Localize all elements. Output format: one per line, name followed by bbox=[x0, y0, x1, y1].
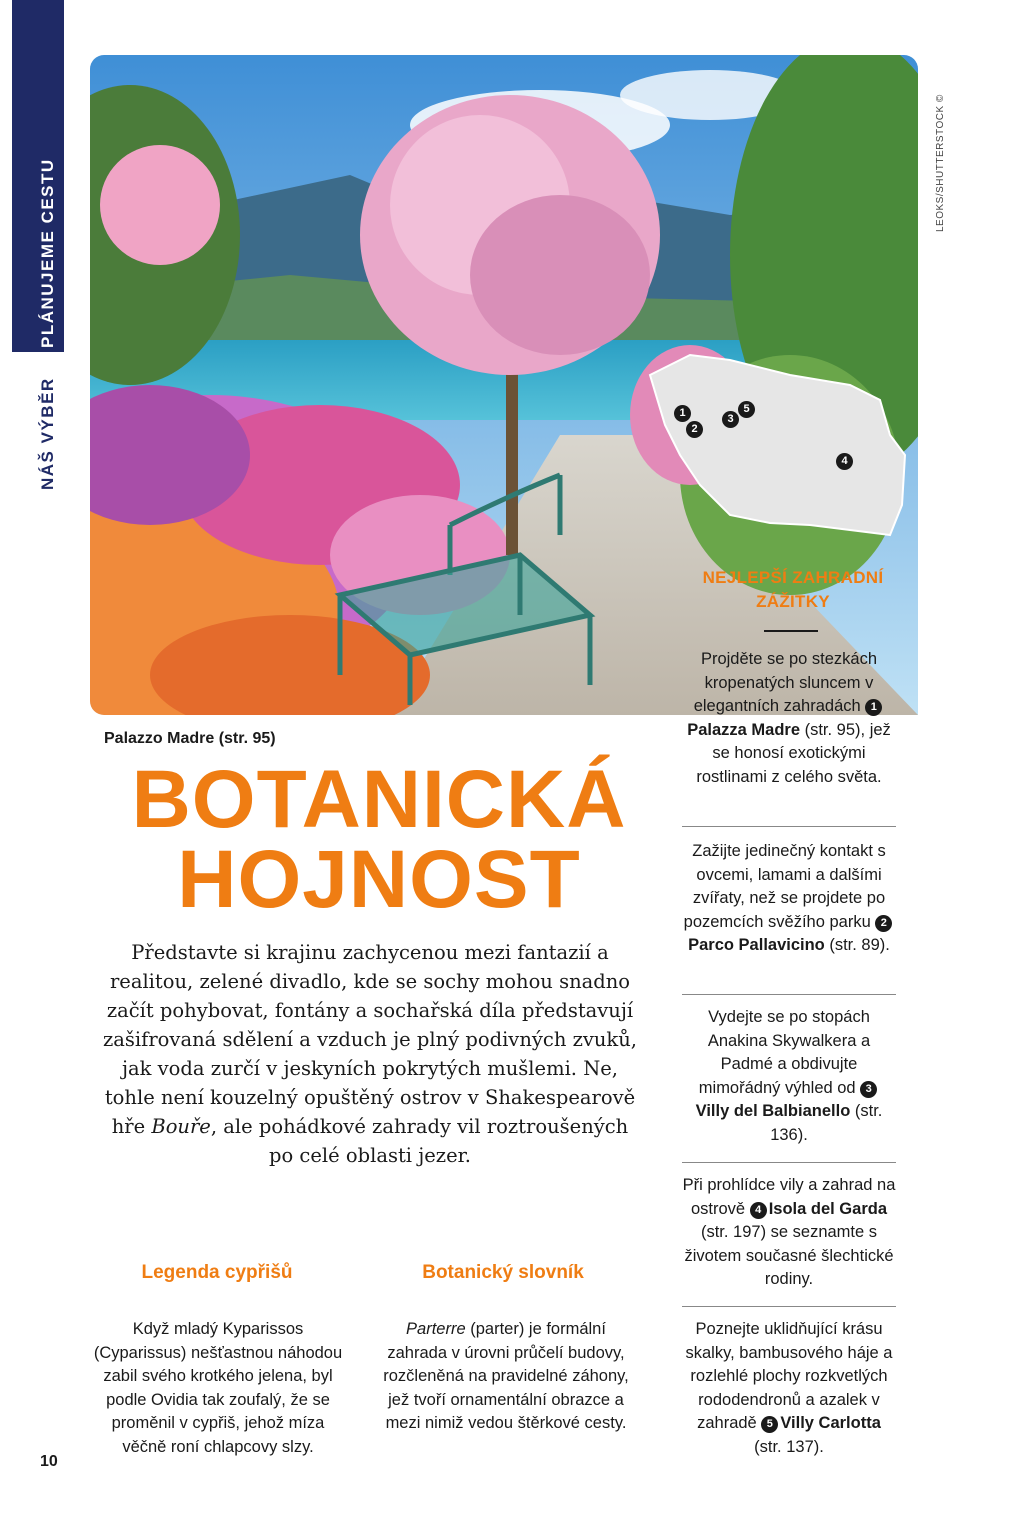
map-marker-3: 3 bbox=[722, 411, 739, 428]
box-right-text bbox=[376, 1318, 636, 1436]
tip-4-number: 4 bbox=[750, 1202, 767, 1219]
tip-3-ref: (str. 136). bbox=[770, 1102, 883, 1144]
box-left-text: Když mladý Kyparissos (Cyparissus) nešťastnou náhodou zabil svého krotkého jelena, byl podle Ovidia tak zoufalý, že se proměnil v cypřiš, jehož míza věčně roní chlapcovy slzy. bbox=[93, 1320, 343, 1456]
tip-2-place: Parco Pallavicino bbox=[688, 936, 825, 955]
tip-4-text: Při prohlídce vily a zahrad na ostrově bbox=[682, 1176, 896, 1218]
box-right-definition: (parter) je formální zahrada v úrovni průčelí budovy, rozčleněná na pravidelné záhony, jež tvoří ornamentální obrazce a mezi nimiž vedou štěrkové cesty. bbox=[383, 1320, 629, 1432]
map-marker-2: 2 bbox=[686, 421, 703, 438]
tip-3-number: 3 bbox=[860, 1081, 877, 1098]
box-left-heading: Legenda cypřišů bbox=[141, 1262, 293, 1283]
tip-4-place: Isola del Garda bbox=[768, 1199, 887, 1218]
intro-text-1: Představte si krajinu zachycenou mezi fantazií a realitou, zelené divadlo, kde se sochy mohou snadno začít pohybovat, fontány a sochařská díla představují zašifrovaná sdělení a vzduch je plný podivných zvuků, jak voda zurčí v jeskyních pokrytých mušlemi. Ne, tohle není kouzelný opuštěný ostrov v Shakespearově hře bbox=[103, 941, 637, 1138]
tip-5-text: Poznejte uklidňující krásu skalky, bambusového háje a rozlehlé plochy rozkvetlých rododendronů a azalek v zahradě bbox=[685, 1320, 893, 1433]
intro-work-title: Bouře bbox=[151, 1115, 211, 1138]
tip-1-place: Palazza Madre bbox=[687, 720, 801, 739]
map-marker-5: 5 bbox=[738, 401, 755, 418]
tip-1 bbox=[682, 648, 896, 790]
section-tab-label: PLÁNUJEME CESTU bbox=[38, 158, 57, 348]
box-right-heading: Botanický slovník bbox=[422, 1262, 584, 1283]
sidebar-title-rule bbox=[764, 630, 818, 632]
tip-3-text: Vydejte se po stopách Anakina Skywalkera a Padmé a obdivujte mimořádný výhled od bbox=[698, 1008, 871, 1097]
tip-1-text: Projděte se po stezkách kropenatých sluncem v elegantních zahradách bbox=[693, 650, 878, 716]
tip-5-ref: (str. 137). bbox=[754, 1437, 824, 1456]
tip-3 bbox=[682, 1006, 896, 1148]
page-number: 10 bbox=[40, 1453, 58, 1470]
box-right-term: Parterre bbox=[406, 1320, 466, 1338]
sidebar-title: NEJLEPŠÍ ZAHRADNÍ ZÁŽITKY bbox=[702, 568, 884, 611]
map-marker-1: 1 bbox=[674, 405, 691, 422]
tip-5 bbox=[682, 1318, 896, 1460]
tip-4-ref: (str. 197) se seznamte s životem současné šlechtické rodiny. bbox=[684, 1223, 894, 1289]
tip-2 bbox=[682, 840, 896, 958]
tip-divider bbox=[682, 1306, 896, 1307]
tip-1-ref: (str. 95), jež se honosí exotickými rostlinami z celého světa. bbox=[696, 720, 891, 786]
tip-2-ref: (str. 89). bbox=[824, 936, 890, 955]
page-title bbox=[90, 754, 668, 925]
photo-caption: Palazzo Madre (str. 95) bbox=[104, 730, 276, 747]
tip-3-place: Villy del Balbianello bbox=[695, 1102, 851, 1121]
subsection-tab-label: NÁŠ VÝBĚR bbox=[38, 377, 57, 490]
page-title-line-1: BOTANICKÁ bbox=[131, 754, 627, 845]
garden-photo bbox=[90, 55, 918, 715]
tip-divider bbox=[682, 826, 896, 827]
tip-1-number: 1 bbox=[865, 699, 882, 716]
tip-2-number: 2 bbox=[875, 915, 892, 932]
page-title-line-2: HOJNOST bbox=[177, 834, 581, 925]
tip-5-number: 5 bbox=[761, 1416, 778, 1433]
map-marker-4: 4 bbox=[836, 453, 853, 470]
tip-2-text: Zažijte jedinečný kontakt s ovcemi, lamami a dalšími zvířaty, než se projdete po pozemcích svěžího parku bbox=[683, 842, 886, 931]
tip-divider bbox=[682, 1162, 896, 1163]
tip-5-place: Villy Carlotta bbox=[780, 1414, 881, 1433]
tip-4 bbox=[682, 1174, 896, 1292]
tip-divider bbox=[682, 994, 896, 995]
intro-text-2: , ale pohádkové zahrady vil roztroušených po celé oblasti jezer. bbox=[210, 1115, 629, 1167]
intro-paragraph bbox=[100, 938, 640, 1170]
photo-credit: LEOKS/SHUTTERSTOCK © bbox=[935, 94, 946, 232]
